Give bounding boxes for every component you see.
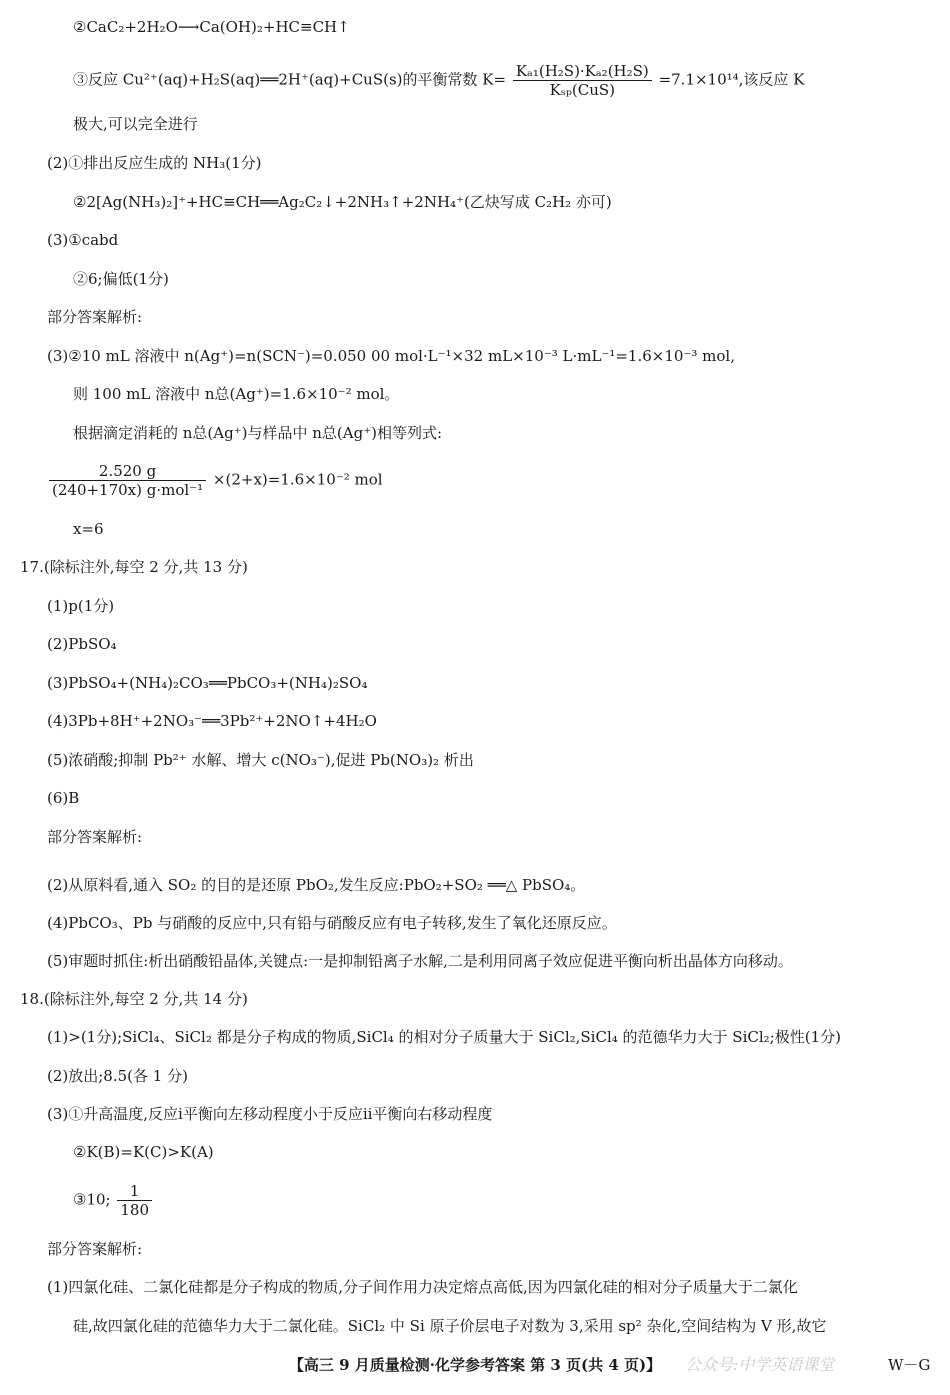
text-line: ②CaC₂+2H₂O⟶Ca(OH)₂+HC≡CH↑ (73, 18, 350, 36)
k-numerator: Kₐ₁(H₂S)·Kₐ₂(H₂S) (513, 62, 652, 81)
mass-fraction (49, 462, 206, 499)
text-line: (5)审题时抓住:析出硝酸铅晶体,关键点:一是抑制铅离子水解,二是利用同离子效应促进平衡向析出晶体方向移动。 (47, 952, 793, 970)
ratio-numerator: 1 (117, 1182, 152, 1201)
text-line: (5)浓硝酸;抑制 Pb²⁺ 水解、增大 c(NO₃⁻),促进 Pb(NO₃)₂ 析出 (47, 751, 474, 769)
text-line: 18.(除标注外,每空 2 分,共 14 分) (20, 990, 248, 1008)
text-line: (3)①升高温度,反应ⅰ平衡向左移动程度小于反应ⅱ平衡向右移动程度 (47, 1105, 493, 1123)
text-line: 17.(除标注外,每空 2 分,共 13 分) (20, 558, 248, 576)
text-line: 则 100 mL 溶液中 n总(Ag⁺)=1.6×10⁻² mol。 (73, 385, 400, 403)
mass-denominator: (240+170x) g·mol⁻¹ (52, 481, 204, 499)
text-line: ②2[Ag(NH₃)₂]⁺+HC≡CH══Ag₂C₂↓+2NH₃↑+2NH₄⁺(乙炔写成 C₂H₂ 亦可) (73, 193, 612, 211)
mass-tail: ×(2+x)=1.6×10⁻² mol (212, 470, 383, 489)
text-line: 部分答案解析: (47, 1240, 143, 1258)
mass-numerator: 2.520 g (49, 462, 206, 481)
text-line: ②K(B)=K(C)>K(A) (73, 1143, 214, 1161)
ratio-answer-line (73, 1182, 154, 1219)
k-tail: =7.1×10¹⁴,该反应 K (658, 70, 805, 89)
watermark: 公众号:中学英语课堂 (685, 1355, 835, 1374)
text-line: (3)①cabd (47, 231, 119, 249)
text-line: (4)PbCO₃、Pb 与硝酸的反应中,只有铅与硝酸反应有电子转移,发生了氧化还原反应。 (47, 914, 617, 932)
text-line: 硅,故四氯化硅的范德华力大于二氯化硅。SiCl₂ 中 Si 原子价层电子对数为 3,采用 sp² 杂化,空间结构为 V 形,故它 (73, 1317, 827, 1335)
text-line: 根据滴定消耗的 n总(Ag⁺)与样品中 n总(Ag⁺)相等列式: (73, 424, 443, 442)
text-line: (3)PbSO₄+(NH₄)₂CO₃══PbCO₃+(NH₄)₂SO₄ (47, 674, 368, 692)
text-line: (3)②10 mL 溶液中 n(Ag⁺)=n(SCN⁻)=0.050 00 mol·L⁻¹×32 mL×10⁻³ L·mL⁻¹=1.6×10⁻³ mol, (47, 347, 735, 365)
k-fraction (513, 62, 652, 99)
page-footer: 【高三 9 月质量检测·化学参考答案 第 3 页(共 4 页)】 (288, 1356, 662, 1374)
eq-k-prefix: ③反应 Cu²⁺(aq)+H₂S(aq)══2H⁺(aq)+CuS(s)的平衡常数 K= (73, 70, 507, 89)
ratio-prefix: ③10; (73, 1190, 111, 1209)
ratio-denominator: 180 (120, 1201, 150, 1219)
text-line: (6)B (47, 789, 80, 807)
text-line: (4)3Pb+8H⁺+2NO₃⁻══3Pb²⁺+2NO↑+4H₂O (47, 712, 377, 730)
text-line: ②6;偏低(1分) (73, 270, 169, 288)
text-line: 极大,可以完全进行 (73, 115, 198, 133)
text-line: 部分答案解析: (47, 308, 143, 326)
ratio-fraction (117, 1182, 152, 1219)
k-denominator: Kₛₚ(CuS) (549, 81, 615, 99)
text-line: (2)①排出反应生成的 NH₃(1分) (47, 154, 262, 172)
mass-equation-line (47, 462, 383, 499)
text-line: (1)p(1分) (47, 597, 115, 615)
text-line: (1)四氯化硅、二氯化硅都是分子构成的物质,分子间作用力决定熔点高低,因为四氯化硅的相对分子质量大于二氯化 (47, 1278, 798, 1296)
text-line: x=6 (73, 520, 104, 538)
text-line: (1)>(1分);SiCl₄、SiCl₂ 都是分子构成的物质,SiCl₄ 的相对分子质量大于 SiCl₂,SiCl₄ 的范德华力大于 SiCl₂;极性(1分) (47, 1028, 841, 1046)
text-line: (2)PbSO₄ (47, 635, 117, 653)
equilibrium-constant-line (73, 62, 804, 99)
text-line: (2)从原料看,通入 SO₂ 的目的是还原 PbO₂,发生反应:PbO₂+SO₂ ══△ PbSO₄。 (47, 876, 586, 894)
paper-code: W－G (888, 1356, 931, 1374)
text-line: (2)放出;8.5(各 1 分) (47, 1067, 188, 1085)
text-line: 部分答案解析: (47, 828, 143, 846)
